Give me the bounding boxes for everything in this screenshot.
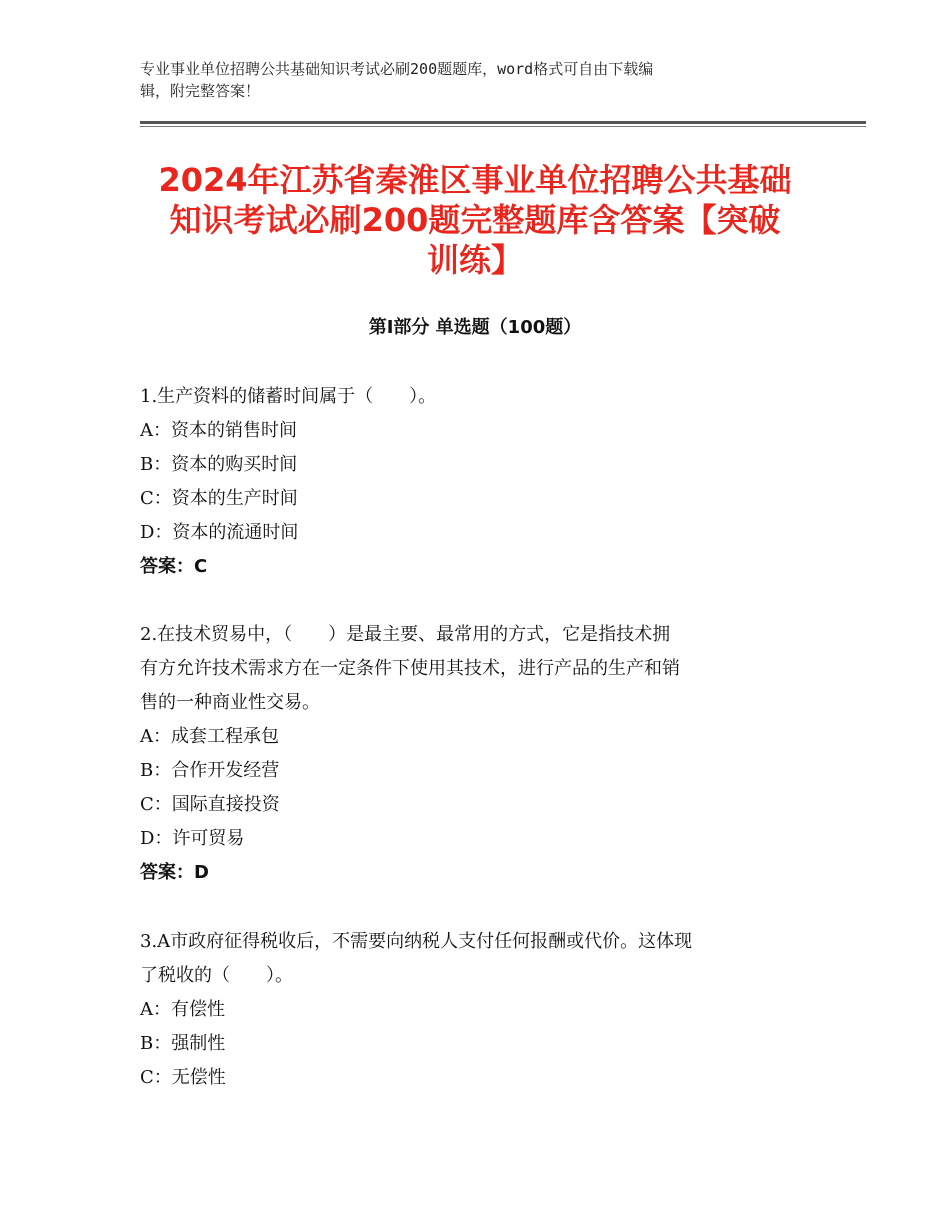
option-d: D：资本的流通时间 [140,522,299,543]
header-note [140,58,800,102]
question-3 [140,925,812,1095]
title-line: 2024年江苏省秦淮区事业单位招聘公共基础 [158,161,792,199]
option-c: C：无偿性 [140,1067,226,1088]
header-note-line: 辑，附完整答案！ [140,82,261,100]
question-stem: 售的一种商业性交易。 [140,692,320,713]
header-divider [140,121,866,124]
question-stem: 2.在技术贸易中，（ ）是最主要、最常用的方式，它是指技术拥 [140,624,671,645]
option-d: D：许可贸易 [140,828,245,849]
option-b: B：强制性 [140,1033,226,1054]
option-c: C：资本的生产时间 [140,488,298,509]
option-a: A：资本的销售时间 [140,420,297,441]
title-line: 训练】 [426,241,523,279]
option-a: A：有偿性 [140,999,225,1020]
option-b: B：合作开发经营 [140,760,280,781]
option-a: A：成套工程承包 [140,726,279,747]
question-stem: 1.生产资料的储蓄时间属于（ ）。 [140,386,437,407]
question-1 [140,380,812,584]
option-b: B：资本的购买时间 [140,454,298,475]
header-divider-thin [140,126,866,127]
answer: 答案：C [140,556,208,577]
option-c: C：国际直接投资 [140,794,280,815]
question-stem: 有方允许技术需求方在一定条件下使用其技术，进行产品的生产和销 [140,658,680,679]
section-title: 第Ⅰ部分 单选题（100题） [368,317,582,338]
title-line: 知识考试必刷200题完整题库含答案【突破 [169,201,781,239]
question-stem: 了税收的（ ）。 [140,965,293,986]
header-note-line: 专业事业单位招聘公共基础知识考试必刷200题题库，word格式可自由下载编 [140,60,654,78]
question-2 [140,618,812,890]
document-title [130,160,820,280]
answer: 答案：D [140,862,209,883]
question-stem: 3.A市政府征得税收后，不需要向纳税人支付任何报酬或代价。这体现 [140,931,693,952]
